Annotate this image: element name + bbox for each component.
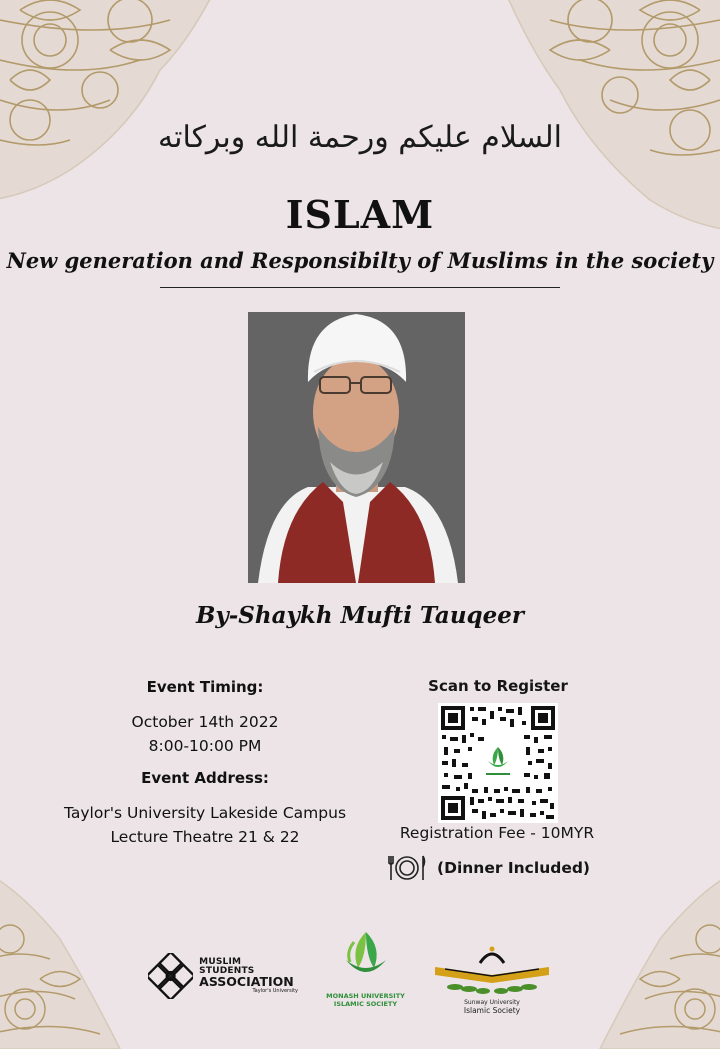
msa-line1: MUSLIM STUDENTS: [199, 957, 255, 977]
sunway-logo: [425, 945, 559, 1015]
event-address-label: Event Address:: [141, 769, 269, 787]
sunway-line2: Islamic Society: [463, 1006, 521, 1015]
dinner-info: [387, 851, 590, 885]
sunway-book-emblem-icon: [425, 945, 559, 995]
speaker-photo: [248, 312, 465, 583]
arabic-greeting: السلام عليكم ورحمة الله وبركاته: [158, 120, 562, 155]
event-address-line1: Taylor's University Lakeside Campus: [63, 804, 347, 822]
monash-line1: MONASH UNIVERSITY: [326, 992, 405, 1000]
msa-emblem-icon: [148, 953, 193, 999]
event-timing-label: Event Timing:: [146, 678, 264, 696]
registration-fee: Registration Fee - 10MYR: [399, 824, 595, 842]
scan-to-register-label: Scan to Register: [428, 677, 568, 695]
registration-qr-code[interactable]: [438, 703, 558, 823]
msa-line2: ASSOCIATION: [199, 974, 294, 990]
monash-logo: [318, 928, 413, 1016]
ornament-top-left: [0, 0, 230, 200]
ornament-bottom-right: [590, 869, 720, 1049]
dinner-included-label: (Dinner Included): [437, 859, 591, 877]
ornament-bottom-left: [0, 869, 130, 1049]
plate-cutlery-icon: [387, 852, 427, 884]
speaker-name: By-Shaykh Mufti Tauqeer: [195, 602, 525, 629]
event-address-line2: Lecture Theatre 21 & 22: [110, 828, 300, 846]
msa-line3: Taylor's University: [252, 987, 298, 994]
sunway-line1: Sunway University: [464, 999, 520, 1006]
msa-logo: [148, 950, 298, 1002]
monash-line2: ISLAMIC SOCIETY: [333, 1000, 398, 1008]
page-title: ISLAM: [285, 192, 435, 237]
divider: [160, 287, 560, 288]
page-subtitle: New generation and Responsibilty of Muslims in the society: [6, 248, 714, 273]
monash-leaf-emblem-icon: [336, 928, 396, 986]
event-date: October 14th 2022: [131, 713, 279, 731]
event-time: 8:00-10:00 PM: [148, 737, 262, 755]
